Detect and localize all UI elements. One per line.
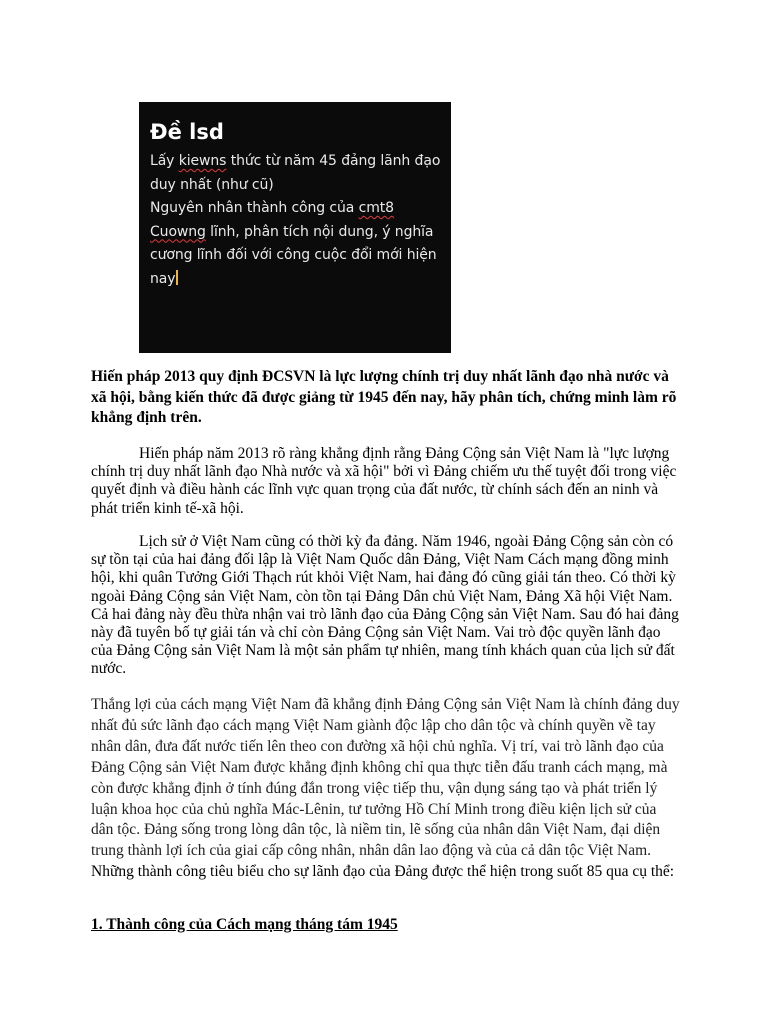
question-text: Hiến pháp 2013 quy định ĐCSVN là lực lượng chính trị duy nhất lãnh đạo nhà nước và xã hội, bằng kiến thức đã được giảng từ 1945 đến nay, hãy phân tích, chứng minh làm rõ khẳng định trên.	[91, 368, 677, 426]
embedded-photo-note	[139, 102, 451, 353]
paragraph-3: Thắng lợi của cách mạng Việt Nam đã khẳng định Đảng Cộng sản Việt Nam là chính đảng duy nhất đủ sức lãnh đạo cách mạng Việt Nam giành độc lập cho dân tộc và chính quyền về tay nhân dân, đưa đất nước tiến lên theo con đường xã hội chủ nghĩa. Vị trí, vai trò lãnh đạo của Đảng Cộng sản Việt Nam được khẳng định không chỉ qua thực tiễn đấu tranh cách mạng, mà còn được khẳng định ở tính đúng đắn trong việc tiếp thu, vận dụng sáng tạo và phát triển lý luận khoa học của chủ nghĩa Mác-Lênin, tư tưởng Hồ Chí Minh trong điều kiện lịch sử của dân tộc. Đảng sống trong lòng dân tộc, là niềm tin, lẽ sống của nhân dân Việt Nam, đại diện trung thành lợi ích của giai cấp công nhân, nhân dân lao động và của cả dân tộc Việt Nam. Những thành công tiêu biểu cho sự lãnh đạo của Đảng được thể hiện trong suốt 85 qua cụ thể:	[91, 696, 680, 881]
note-line-1: Lấy kiewns thức từ năm 45 đảng lãnh đạo	[150, 153, 441, 169]
note-title: Đề lsd	[150, 120, 224, 144]
note-line-6: nay	[150, 268, 441, 292]
paragraph-1: Hiến pháp năm 2013 rõ ràng khẳng định rằng Đảng Cộng sản Việt Nam là "lực lượng chính trị duy nhất lãnh đạo Nhà nước và xã hội" bởi vì Đảng chiếm ưu thế tuyệt đối trong việc quyết định và điều hành các lĩnh vực quan trọng của đất nước, từ chính sách đến an ninh và phát triển kinh tế-xã hội.	[91, 445, 677, 517]
misspelled-word: Cuowng	[150, 223, 206, 240]
section-heading: 1. Thành công của Cách mạng tháng tám 1945	[91, 916, 398, 933]
misspelled-word: kiewns	[178, 153, 227, 169]
note-line-5: cương lĩnh đối với công cuộc đổi mới hiện	[150, 247, 437, 263]
note-line-3: Nguyên nhân thành công của cmt8	[150, 200, 394, 216]
misspelled-word: cmt8	[358, 200, 394, 216]
note-line-4: Cuowng lĩnh, phân tích nội dung, ý nghĩa	[150, 223, 434, 240]
text-cursor-icon	[176, 270, 178, 285]
note-line-2: duy nhất (như cũ)	[150, 176, 274, 193]
paragraph-2: Lịch sử ở Việt Nam cũng có thời kỳ đa đảng. Năm 1946, ngoài Đảng Cộng sản còn có sự tồn tại của hai đảng đối lập là Việt Nam Quốc dân Đảng, Việt Nam Cách mạng đồng minh hội, khi quân Tưởng Giới Thạch rút khỏi Việt Nam, hai đảng đó cũng giải tán theo. Có thời kỳ ngoài Đảng Cộng sản Việt Nam, còn tồn tại Đảng Dân chủ Việt Nam, Đảng Xã hội Việt Nam. Cả hai đảng này đều thừa nhận vai trò lãnh đạo của Đảng Cộng sản Việt Nam. Sau đó hai đảng này đã tuyên bố tự giải tán và chỉ còn Đảng Cộng sản Việt Nam. Vai trò độc quyền lãnh đạo của Đảng Cộng sản Việt Nam là một sản phẩm tự nhiên, mang tính khách quan của lịch sử đất nước.	[91, 533, 679, 678]
